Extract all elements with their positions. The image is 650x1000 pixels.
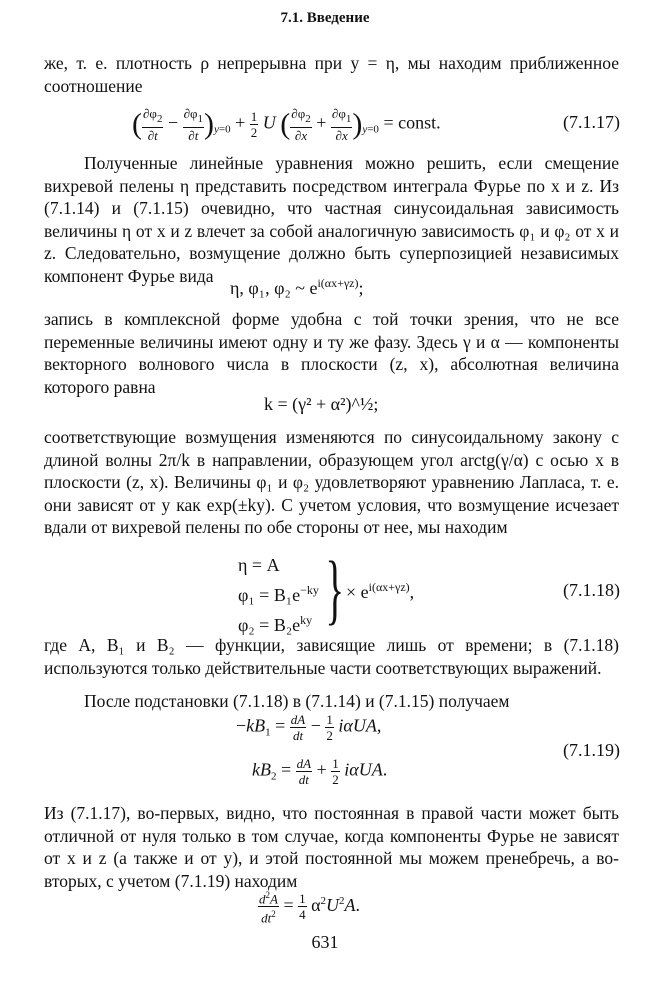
equation-fourier-components: η, φ₁, φ₂ ~ $e^{i(\alpha x+\gamma z)}$; [230, 276, 364, 298]
equation-wavenumber: k = (γ² + α²)^½; [264, 394, 379, 414]
paragraph-1: же, т. е. плотность ρ непрерывна при y = η, мы находим приближенное соотношение [44, 53, 619, 96]
paragraph-7: Из (7.1.17), во-первых, видно, что постоянная в правой части может быть отличной от нуля только в том случае, когда компоненты Фурье не зависят от x и z (а также и от y), и этой постоянной мы можем пренебречь, а во-вторых, с учетом (7.1.19) находим [44, 803, 619, 891]
eq17-rhs: = const. [383, 112, 441, 133]
eq18-rhs: × $e^{i(\alpha x+\gamma z)}$, [346, 580, 415, 602]
paragraph-6: После подстановки (7.1.18) в (7.1.14) и (7.1.15) получаем [84, 691, 510, 711]
paragraph-2: Полученные линейные уравнения можно решить, если смещение вихревой пелены η представить посредством интеграла Фурье по x и z. Из (7.1.14) и (7.1.15) очевидно, что частная синусоидальная зависимость величины η от x и z влечет за собой аналогичную зависимость φ₁ и φ₂ от x и z. Следовательно, возмущение должно быть суперпозицией независимых компонент Фурье вида [44, 153, 619, 286]
equation-number-7-1-17: (7.1.17) [563, 112, 620, 132]
equation-number-7-1-19: (7.1.19) [563, 740, 620, 760]
paragraph-5: где A, B₁ и B₂ — функции, зависящие лишь от времени; в (7.1.18) используются только действительные части соответствующих выражений. [44, 635, 619, 678]
paragraph-4: соответствующие возмущения изменяются по синусоидальному закону с длиной волны 2π/k в направлении, образующем угол arctg(γ/α) с осью x в плоскости (z, x). Величины φ₁ и φ₂ удовлетворяют уравнению Лапласа, т. е. они зависят от y как exp(±ky). С учетом условия, что возмущение исчезает вдали от вихревой пелены по обе стороны от нее, мы находим [44, 427, 619, 538]
equation-7-1-18-lines [238, 553, 319, 638]
eq18-brace: } [325, 545, 345, 632]
running-header: 7.1. Введение [280, 10, 370, 26]
equation-number-7-1-18: (7.1.18) [563, 580, 620, 600]
equation-7-1-19-line1: $-kB_1$ = $\frac{dA}{dt}$ − $\frac{1}{2}$ iαUA, [236, 712, 382, 743]
eq18-line-eta: η = A [238, 555, 280, 575]
equation-7-1-19-line2: $kB_2$ = $\frac{dA}{dt}$ + $\frac{1}{2}$ iαUA. [252, 756, 388, 787]
page-number: 631 [311, 932, 339, 952]
paragraph-3: запись в комплексной форме удобна с той точки зрения, что не все переменные величины имеют одну и ту же фазу. Здесь γ и α — компоненты векторного волнового числа в плоскости (z, x), абсолютная величина которого равна [44, 309, 619, 397]
eq18-line-phi1: $\varphi_1 = B_1e^{-ky}$ [238, 583, 319, 605]
eq18-line-phi2: $\varphi_2 = B_2e^{ky}$ [238, 613, 313, 635]
equation-final: $\frac{d^2A}{dt^2}$ = $\frac{1}{4}$ $\alpha^2U^2A$. [259, 890, 361, 926]
equation-7-1-17: ( $\frac{\partial\varphi_2}{\partial t}$ − $\frac{\partial\varphi_1}{\partial t}$ )$_{y=0}$ + $\frac{1}{2}$ U ( $\frac{\partial\varphi_2}{\partial x}$ + $\frac{\partial\varphi_1}{\partial x}$ )$_{y=0}$ = const. [132, 106, 441, 143]
